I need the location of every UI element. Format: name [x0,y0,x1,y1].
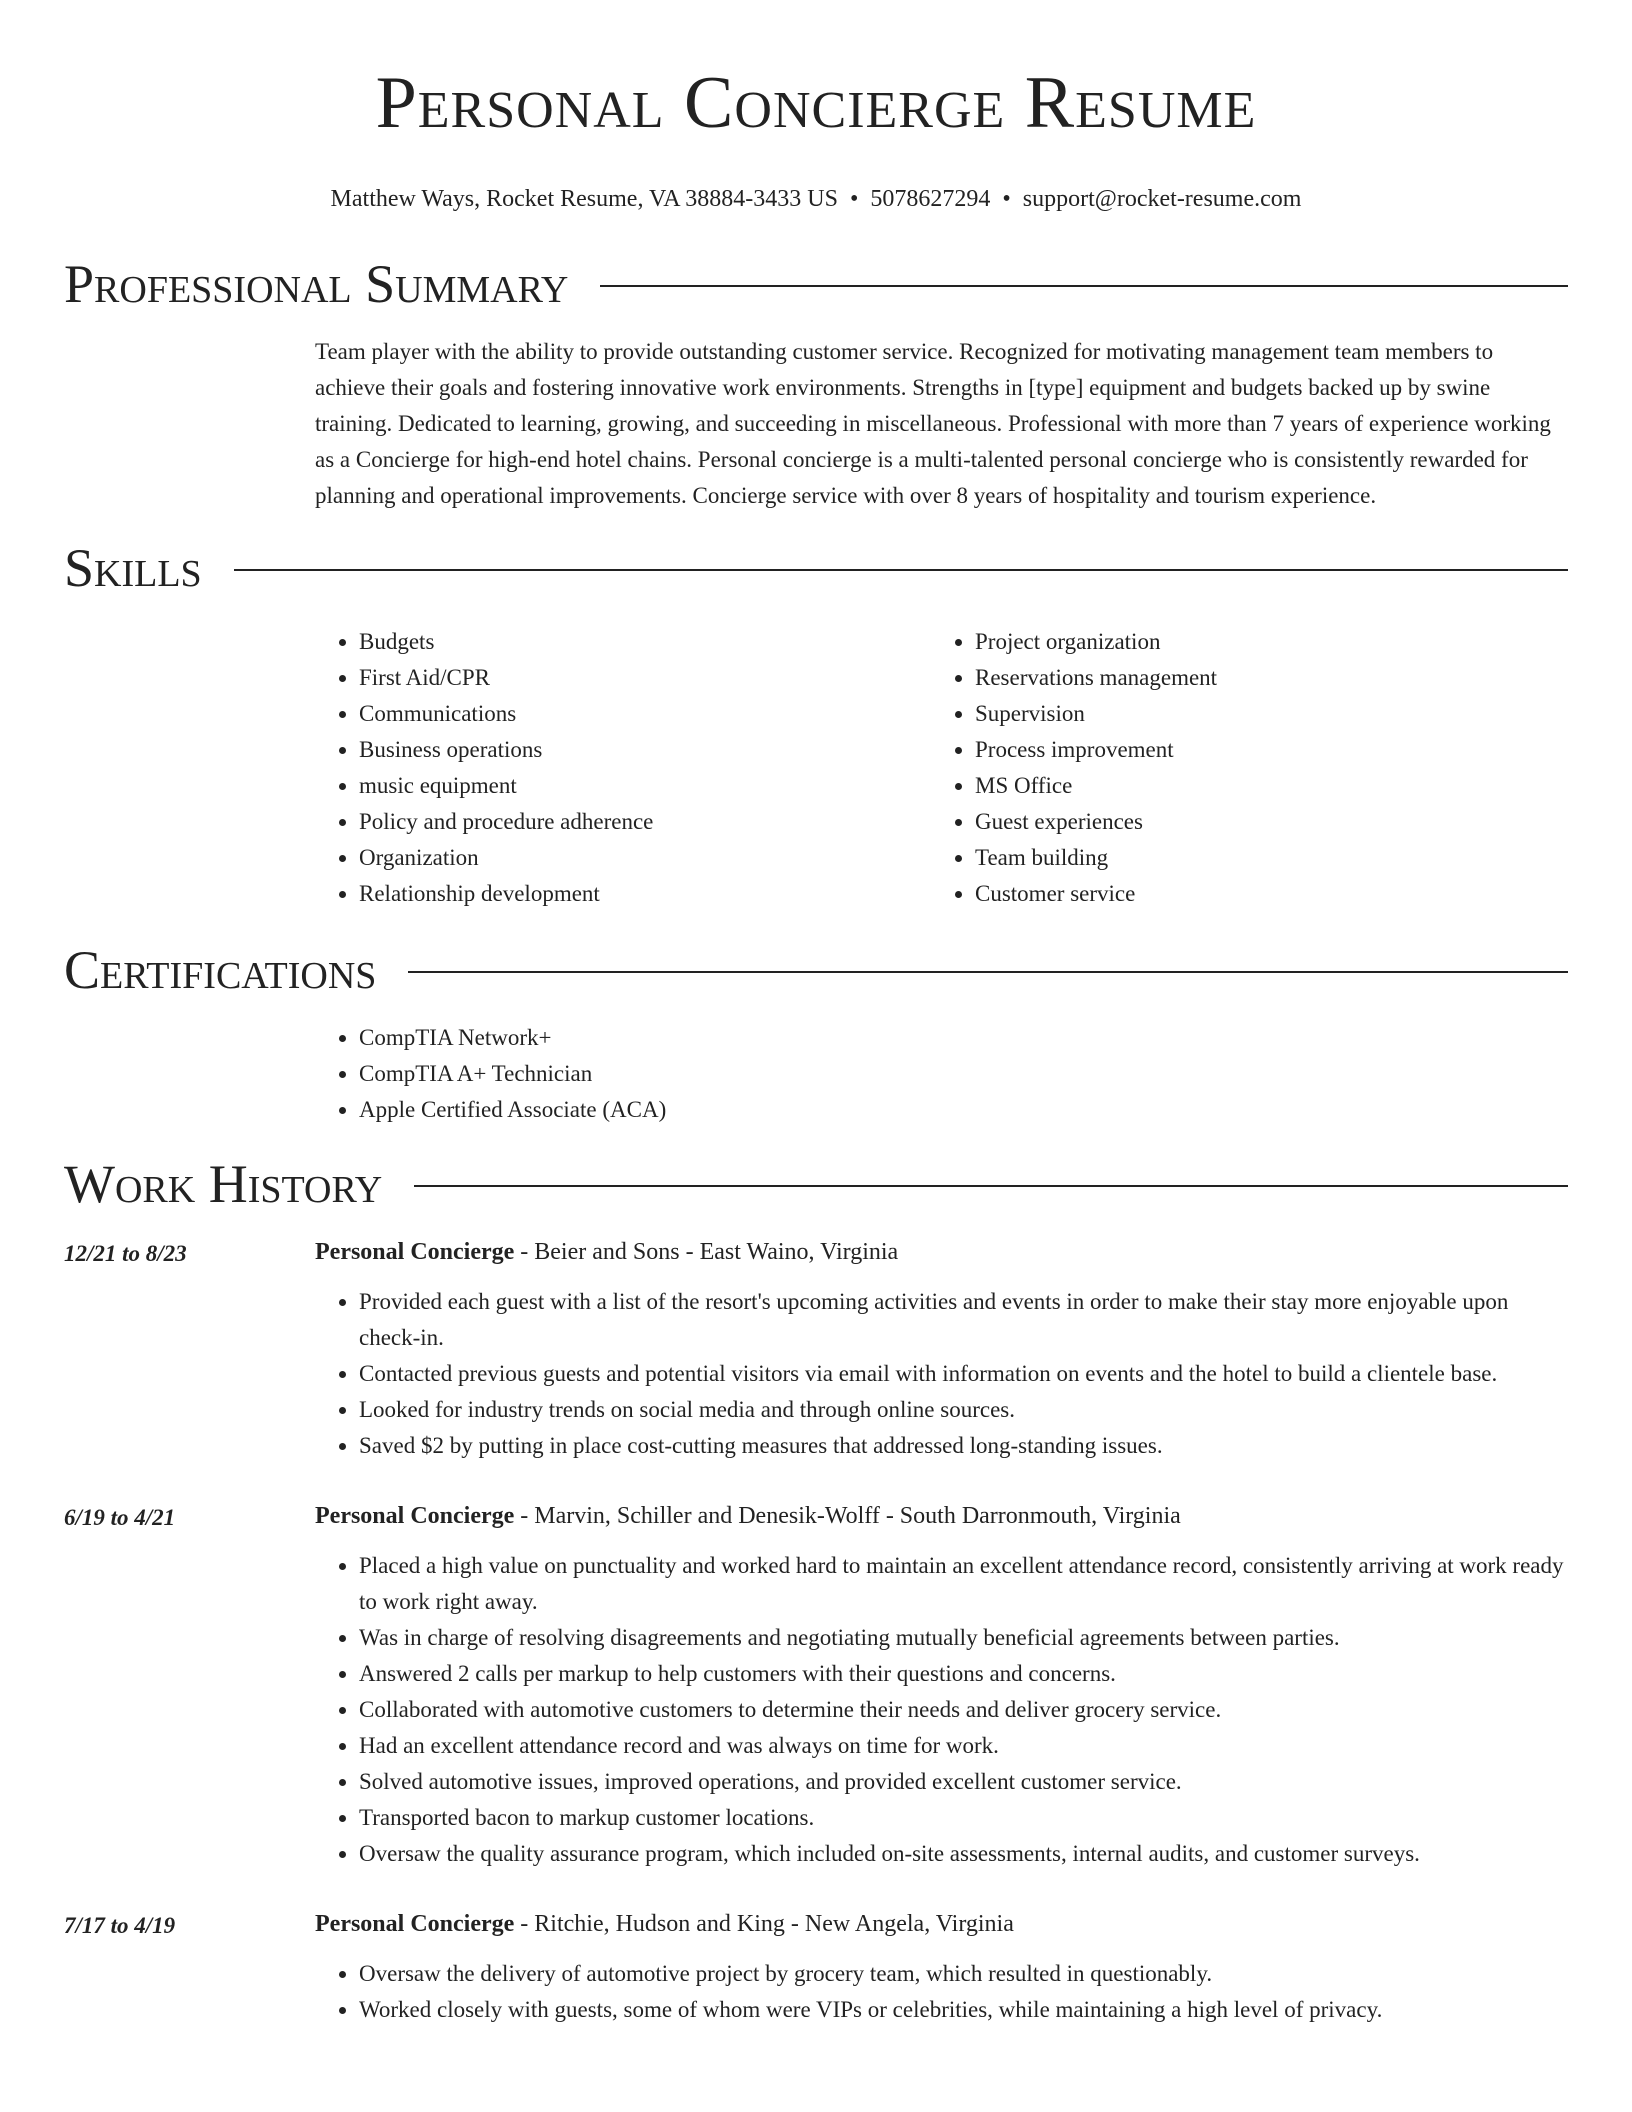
job-title: Personal Concierge [315,1503,515,1529]
job-bullet: • Placed a high value on punctuality and worked hard to maintain an excellent attendance record, consistently arriving at work ready to work right away. [359,1548,1568,1620]
skill-item: • Guest experiences [975,804,1547,840]
skill-item: • Reservations management [975,660,1547,696]
job-heading [315,1498,1568,1534]
skill-item: • Organization [359,840,931,876]
job-heading [315,1234,1568,1270]
job-bullets [315,1548,1568,1872]
job-bullets [315,1284,1568,1464]
job-title: Personal Concierge [315,1239,515,1265]
skills-grid [315,624,1568,912]
skill-item: • Communications [359,696,931,732]
work-history-section-header [64,1152,1568,1216]
job-bullet: • Oversaw the quality assurance program, which included on-site assessments, internal audits, and customer surveys. [359,1836,1568,1872]
summary-text: Team player with the ability to provide outstanding customer service. Recognized for motivating management team members to achieve their goals and fostering innovative work environments. Strengths in [type] equipment and budgets backed up by swine training. Dedicated to learning, growing, and succeeding in miscellaneous. Professional with more than 7 years of experience working as a Concierge for high-end hotel chains. Personal concierge is a multi-talented personal concierge who is consistently rewarded for planning and operational improvements. Concierge service with over 8 years of hospitality and tourism experience. [315,339,1551,508]
job-details: - Ritchie, Hudson and King - New Angela, Virginia [514,1911,1014,1937]
skill-item: • Policy and procedure adherence [359,804,931,840]
job-bullet: • Was in charge of resolving disagreements and negotiating mutually beneficial agreements between parties. [359,1620,1568,1656]
certification-item: • CompTIA Network+ [359,1020,1568,1056]
certification-item: • Apple Certified Associate (ACA) [359,1092,1568,1128]
section-divider [234,569,1568,571]
job-dates: 7/17 to 4/19 [64,1913,176,1938]
job-main [315,1234,1568,1464]
contact-address: Matthew Ways, Rocket Resume, VA 38884-3433 US [330,186,838,212]
job-bullet: • Answered 2 calls per markup to help customers with their questions and concerns. [359,1656,1568,1692]
job-bullet: • Worked closely with guests, some of whom were VIPs or celebrities, while maintaining a high level of privacy. [359,1992,1568,2028]
skill-item: • Business operations [359,732,931,768]
job-entry [64,1234,1568,1464]
contact-email: support@rocket-resume.com [1022,186,1302,212]
job-details: - Marvin, Schiller and Denesik-Wolff - South Darronmouth, Virginia [514,1503,1181,1529]
section-divider [600,285,1568,287]
skills-heading: Skills [64,538,202,598]
contact-separator: • [849,186,859,212]
skills-column-left [315,624,931,912]
skills-list-left [315,624,931,912]
work-history-list [64,1234,1568,2028]
skill-item: • Customer service [975,876,1547,912]
certifications-list [315,1020,1568,1128]
contact-line [64,184,1568,214]
skill-item: • Team building [975,840,1547,876]
contact-phone: 5078627294 [870,186,991,212]
job-bullet: • Had an excellent attendance record and was always on time for work. [359,1728,1568,1764]
skill-item: • First Aid/CPR [359,660,931,696]
job-heading [315,1906,1568,1942]
work-history-heading: Work History [64,1154,383,1214]
skill-item: • MS Office [975,768,1547,804]
job-bullet: • Saved $2 by putting in place cost-cutting measures that addressed long-standing issues. [359,1428,1568,1464]
section-divider [414,1185,1568,1187]
skills-column-right [931,624,1547,912]
section-divider [408,971,1568,973]
certification-item: • CompTIA A+ Technician [359,1056,1568,1092]
job-bullet: • Provided each guest with a list of the resort's upcoming activities and events in order to make their stay more enjoyable upon check-in. [359,1284,1568,1356]
job-bullet: • Transported bacon to markup customer locations. [359,1800,1568,1836]
job-main [315,1906,1568,2028]
certifications-body [315,1020,1568,1128]
job-bullet: • Collaborated with automotive customers to determine their needs and deliver grocery service. [359,1692,1568,1728]
job-bullet: • Looked for industry trends on social media and through online sources. [359,1392,1568,1428]
job-main [315,1498,1568,1872]
skill-item: • Project organization [975,624,1547,660]
job-bullet: • Solved automotive issues, improved operations, and provided excellent customer service. [359,1764,1568,1800]
summary-section-header [64,252,1568,316]
job-title: Personal Concierge [315,1911,515,1937]
job-bullets [315,1956,1568,2028]
skills-section-header [64,536,1568,600]
skills-list-right [931,624,1547,912]
job-details: - Beier and Sons - East Waino, Virginia [514,1239,899,1265]
resume-title: Personal Concierge Resume [375,62,1257,144]
certifications-section-header [64,938,1568,1002]
skill-item: • Relationship development [359,876,931,912]
summary-heading: Professional Summary [64,254,569,314]
skill-item: • Process improvement [975,732,1547,768]
certifications-heading: Certifications [64,940,377,1000]
job-dates: 12/21 to 8/23 [64,1241,187,1266]
skills-body [315,624,1568,912]
job-bullet: • Contacted previous guests and potential visitors via email with information on events and the hotel to build a clientele base. [359,1356,1568,1392]
job-bullet: • Oversaw the delivery of automotive project by grocery team, which resulted in questionably. [359,1956,1568,1992]
job-entry [64,1498,1568,1872]
summary-body [315,334,1568,514]
job-entry [64,1906,1568,2028]
skill-item: • music equipment [359,768,931,804]
contact-separator: • [1002,186,1011,212]
skill-item: • Supervision [975,696,1547,732]
skill-item: • Budgets [359,624,931,660]
job-dates: 6/19 to 4/21 [64,1505,176,1530]
